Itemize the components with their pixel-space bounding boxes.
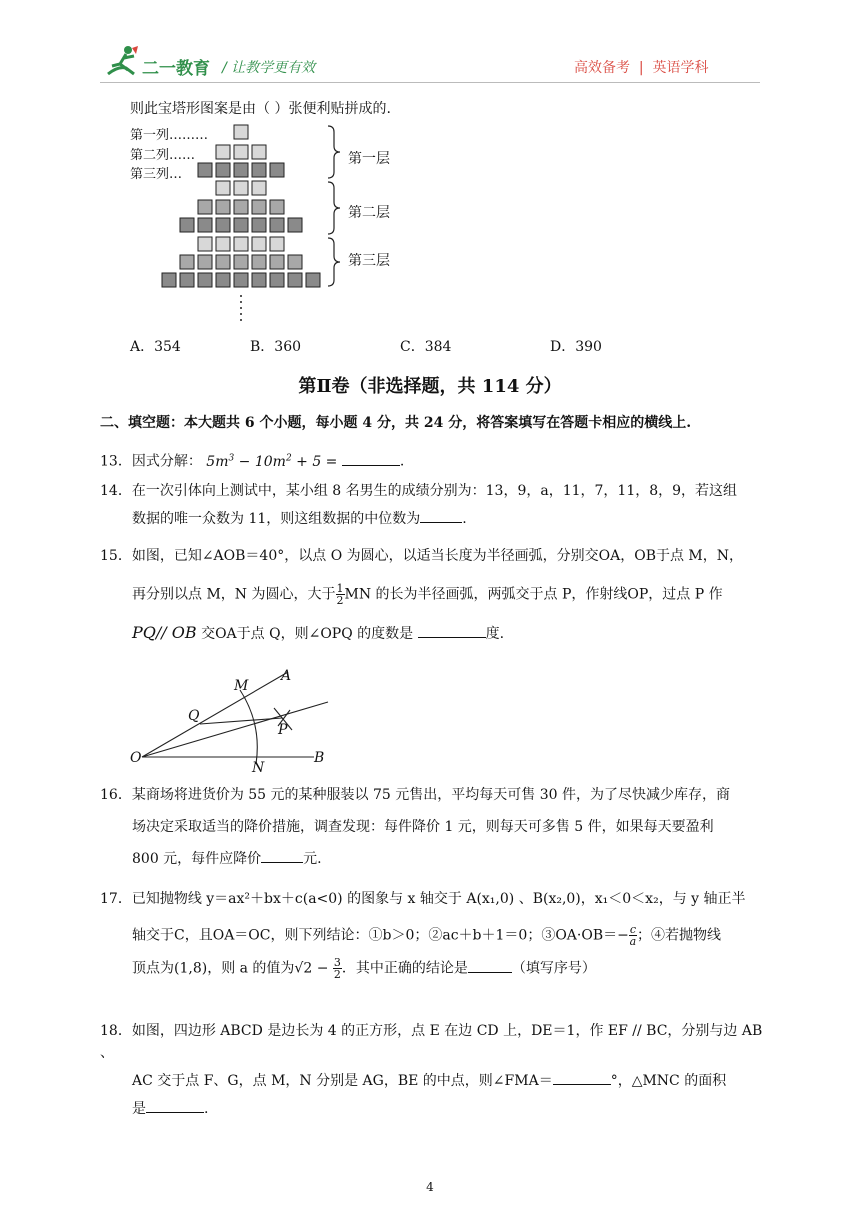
page-number: 4 [426,1180,434,1194]
q18-number: 18． [100,1023,132,1039]
q18-line3b: . [204,1101,209,1117]
header-slogan: / 让教学更有效 [222,60,316,76]
layer-label-3: 第三层 [348,253,390,269]
q14-answer-blank[interactable] [420,508,462,523]
q15-angle-figure [128,664,348,774]
label-p: P [278,722,288,738]
q18-angle-blank[interactable] [553,1070,611,1085]
q17-line3c: （填写序号） [511,960,596,977]
label-n: N [252,760,265,774]
q15-line1: 如图，已知∠AOB＝40°，以点 O 为圆心，以适当长度为半径画弧，分别交OA，OB于点 M，N， [131,548,744,564]
q13-text: 因式分解： [131,453,202,470]
layer-label-2: 第二层 [348,205,390,221]
q12-stem: 则此宝塔形图案是由（ ）张便利贴拼成的. [130,101,391,117]
q17-line3b: ．其中正确的结论是 [341,960,468,977]
q15-line2b: MN 的长为半径画弧，两弧交于点 P，作射线OP，过点 P 作 [344,586,723,603]
q17-line1: 已知抛物线 y＝ax²＋bx＋c(a<0) 的图象与 x 轴交于 A(x₁,0) 、B(x₂,0)，x₁＜0＜x₂，与 y 轴正半 [131,891,746,907]
q15-line3c: 度. [485,626,505,642]
q15-line3a: PQ// OB [132,623,197,642]
q17-line3a: 顶点为(1,8)，则 a 的值为√2 − [132,960,333,977]
q14-line1: 在一次引体向上测试中，某小组 8 名男生的成绩分别为：13，9，a，11，7，11，8，9，若这组 [131,483,738,499]
q13: 13．因式分解： $5m^3 - 10m^2 + 5$ = . [100,447,780,473]
brand-name: 二一教育 [142,59,210,79]
q13-expression: $5m^3 - 10m^2 + 5$ = [206,453,338,470]
q18-area-blank[interactable] [146,1098,204,1113]
label-a: A [281,668,292,684]
label-b: B [314,750,325,766]
column-label-1: 第一列……… [130,128,209,143]
q18 [100,1020,780,1120]
column-label-3: 第三列… [130,167,183,182]
column-label-2: 第二列…… [130,148,196,163]
q16-number: 16． [100,787,132,803]
q14-line2: 数据的唯一众数为 11，则这组数据的中位数为 [132,511,421,527]
section-title: 第Ⅱ卷（非选择题，共 114 分） [298,376,562,397]
q18-line3a: 是 [132,1101,146,1117]
section-instruction: 二、填空题：本大题共 6 个小题，每小题 4 分，共 24 分，将答案填写在答题卡相应的横线上. [100,415,692,431]
q16 [100,784,780,870]
q15-fraction: $\frac{1}{2}$ [336,582,344,607]
q13-answer-blank[interactable] [342,451,400,466]
q13-number: 13． [100,453,132,470]
q15 [100,545,780,645]
q17-answer-blank[interactable] [468,958,512,973]
q15-line2a: 再分别以点 M，N 为圆心，大于 [132,586,336,603]
q17 [100,888,780,980]
option-d: D．390 [550,339,602,355]
q17-number: 17． [100,891,132,907]
q17-line2a: 轴交于C，且OA＝OC，则下列结论：①b＞0；②ac＋b＋1＝0；③OA·OB＝− [132,927,629,944]
pagoda-figure [130,120,430,330]
header-subject: 高效备考 | 英语学科 [574,60,709,76]
q18-line2a: AC 交于点 F、G，点 M，N 分别是 AG，BE 的中点，则∠FMA＝ [132,1073,553,1089]
brand-logo [104,44,234,80]
q15-answer-blank[interactable] [418,623,486,638]
label-m: M [234,678,249,694]
q15-number: 15． [100,548,132,564]
layer-label-1: 第一层 [348,151,390,167]
q15-line3b: 交OA于点 Q，则∠OPQ 的度数是 [196,626,418,642]
q16-line3a: 800 元，每件应降价 [132,851,262,867]
q17-line2b: ；④若抛物线 [637,927,722,944]
q18-line1: 如图，四边形 ABCD 是边长为 4 的正方形，点 E 在边 CD 上，DE＝1，作 EF // BC，分别与边 AB 、 [100,1023,763,1061]
q14: 14．在一次引体向上测试中，某小组 8 名男生的成绩分别为：13，9，a，11，7，11，8，9，若这组 数据的唯一众数为 11，则这组数据的中位数为 . [100,483,738,527]
q16-line1: 某商场将进货价为 55 元的某种服装以 75 元售出，平均每天可售 30 件，为了尽快减少库存，商 [131,787,730,803]
option-c: C．384 [400,339,452,355]
q16-line3b: 元. [303,851,322,867]
q14-number: 14． [100,483,132,499]
q16-line2: 场决定采取适当的降价措施，调查发现：每件降价 1 元，则每天可多售 5 件，如果每天要盈利 [132,819,714,835]
option-a: A．354 [130,339,181,355]
header-divider [100,82,760,83]
q18-line2b: °，△MNC 的面积 [610,1073,727,1089]
option-b: B．360 [250,339,302,355]
q17-fraction-2: $\frac{3}{2}$ [333,956,341,981]
runner-logo-icon [104,44,140,78]
q16-answer-blank[interactable] [261,848,303,863]
q17-fraction: $\frac{c}{a}$ [629,923,637,948]
label-o: O [130,750,142,766]
label-q: Q [188,708,200,724]
